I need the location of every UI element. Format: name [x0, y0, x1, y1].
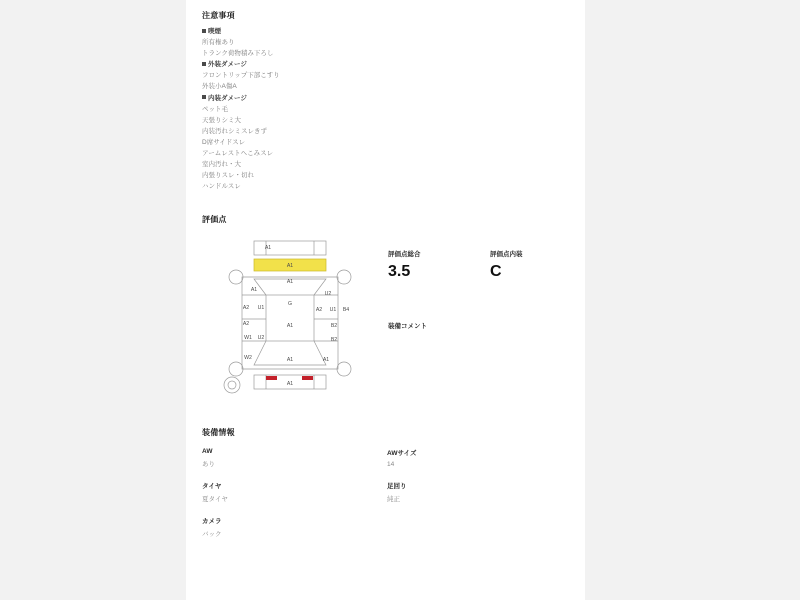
right-gutter	[585, 0, 800, 600]
diagram-label: A1	[250, 287, 258, 294]
equipment-cell	[387, 481, 572, 503]
diagram-label: A1	[286, 263, 294, 270]
note-text: 内装汚れシミスレきず	[202, 127, 267, 135]
diagram-label: B2	[330, 337, 338, 344]
equipment-value: 14	[387, 461, 395, 469]
note-text: 天張りシミ大	[202, 116, 241, 124]
note-text: トランク荷物積み下ろし	[202, 50, 274, 58]
diagram-label: A1	[286, 323, 294, 330]
diagram-label: A2	[242, 305, 250, 312]
sheet-content	[202, 10, 572, 551]
diagram-label: A2	[315, 307, 323, 314]
diagram-label: A1	[286, 279, 294, 286]
diagram-label: U1	[257, 305, 265, 312]
note-text: 喫煙	[208, 28, 221, 35]
equipment-cell	[202, 448, 387, 468]
equipment-comment-label: 装備コメント	[388, 323, 427, 331]
list-item	[202, 148, 572, 159]
note-text: 所有権あり	[202, 39, 235, 47]
equipment-cell	[387, 516, 572, 538]
list-item	[202, 126, 572, 137]
note-text: 外装小A傷A	[202, 83, 237, 91]
equipment-title: 装備情報	[202, 428, 235, 438]
equipment-key: タイヤ	[202, 483, 222, 491]
note-text: 外装ダメージ	[208, 61, 247, 69]
notes-section	[202, 10, 572, 192]
table-row	[202, 516, 572, 538]
note-text: 内装ダメージ	[208, 94, 247, 102]
equipment-cell	[387, 448, 572, 468]
rating-body	[202, 233, 572, 413]
car-damage-diagram	[206, 233, 374, 398]
equipment-value: 純正	[387, 496, 400, 504]
list-item	[202, 59, 572, 70]
note-text: フロントリップ下部こすり	[202, 72, 280, 80]
diagram-label: U2	[324, 291, 332, 298]
notes-title: 注意事項	[202, 11, 235, 20]
list-item	[202, 170, 572, 181]
diagram-label: G	[287, 301, 293, 308]
list-item	[202, 137, 572, 148]
diagram-label: W2	[244, 355, 252, 362]
equipment-value: あり	[202, 461, 215, 469]
equipment-section	[202, 427, 572, 538]
diagram-label: A1	[322, 357, 330, 364]
diagram-label: A1	[286, 381, 294, 388]
equipment-key: 足回り	[387, 483, 407, 491]
square-bullet-icon	[202, 62, 206, 66]
square-bullet-icon	[202, 29, 206, 33]
equipment-value: バック	[202, 531, 222, 539]
rating-title: 評価点	[202, 215, 227, 225]
left-gutter	[0, 0, 186, 600]
equipment-key: AW	[202, 448, 213, 456]
list-item	[202, 70, 572, 81]
list-item	[202, 93, 572, 104]
square-bullet-icon	[202, 95, 206, 99]
note-text: 室内汚れ・大	[202, 161, 241, 169]
diagram-label: B2	[330, 323, 338, 330]
list-item	[202, 115, 572, 126]
table-row	[202, 448, 572, 468]
notes-list	[202, 26, 572, 192]
note-text: 内張りスレ・切れ	[202, 172, 254, 180]
list-item	[202, 26, 572, 37]
note-text: D席サイドスレ	[202, 138, 246, 146]
equipment-value: 夏タイヤ	[202, 496, 228, 504]
inspection-sheet	[186, 0, 585, 600]
overall-score-block	[388, 249, 421, 280]
diagram-label: U2	[257, 335, 265, 342]
diagram-label: U1	[329, 307, 337, 314]
equipment-key: カメラ	[202, 518, 222, 526]
damage-mark	[302, 376, 313, 380]
list-item	[202, 81, 572, 92]
interior-score-label: 評価点内装	[490, 251, 523, 259]
diagram-label: A1	[286, 357, 294, 364]
overall-score-value: 3.5	[388, 263, 411, 281]
note-text: アームレストへこみスレ	[202, 150, 274, 158]
interior-score-block	[490, 249, 523, 280]
note-text: ハンドルスレ	[202, 183, 241, 191]
list-item	[202, 181, 572, 192]
equipment-key: AWサイズ	[387, 450, 417, 458]
equipment-grid	[202, 448, 572, 538]
rating-section	[202, 214, 572, 413]
table-row	[202, 481, 572, 503]
damage-mark	[266, 376, 277, 380]
list-item	[202, 48, 572, 59]
diagram-label: W1	[244, 335, 252, 342]
equipment-cell	[202, 481, 387, 503]
equipment-cell	[202, 516, 387, 538]
list-item	[202, 104, 572, 115]
note-text: ペット毛	[202, 105, 228, 113]
interior-score-value: C	[490, 263, 502, 281]
diagram-label: B4	[342, 307, 350, 314]
overall-score-label: 評価点総合	[388, 251, 421, 259]
diagram-label: A2	[242, 321, 250, 328]
diagram-label: A1	[264, 245, 272, 252]
list-item	[202, 37, 572, 48]
list-item	[202, 159, 572, 170]
